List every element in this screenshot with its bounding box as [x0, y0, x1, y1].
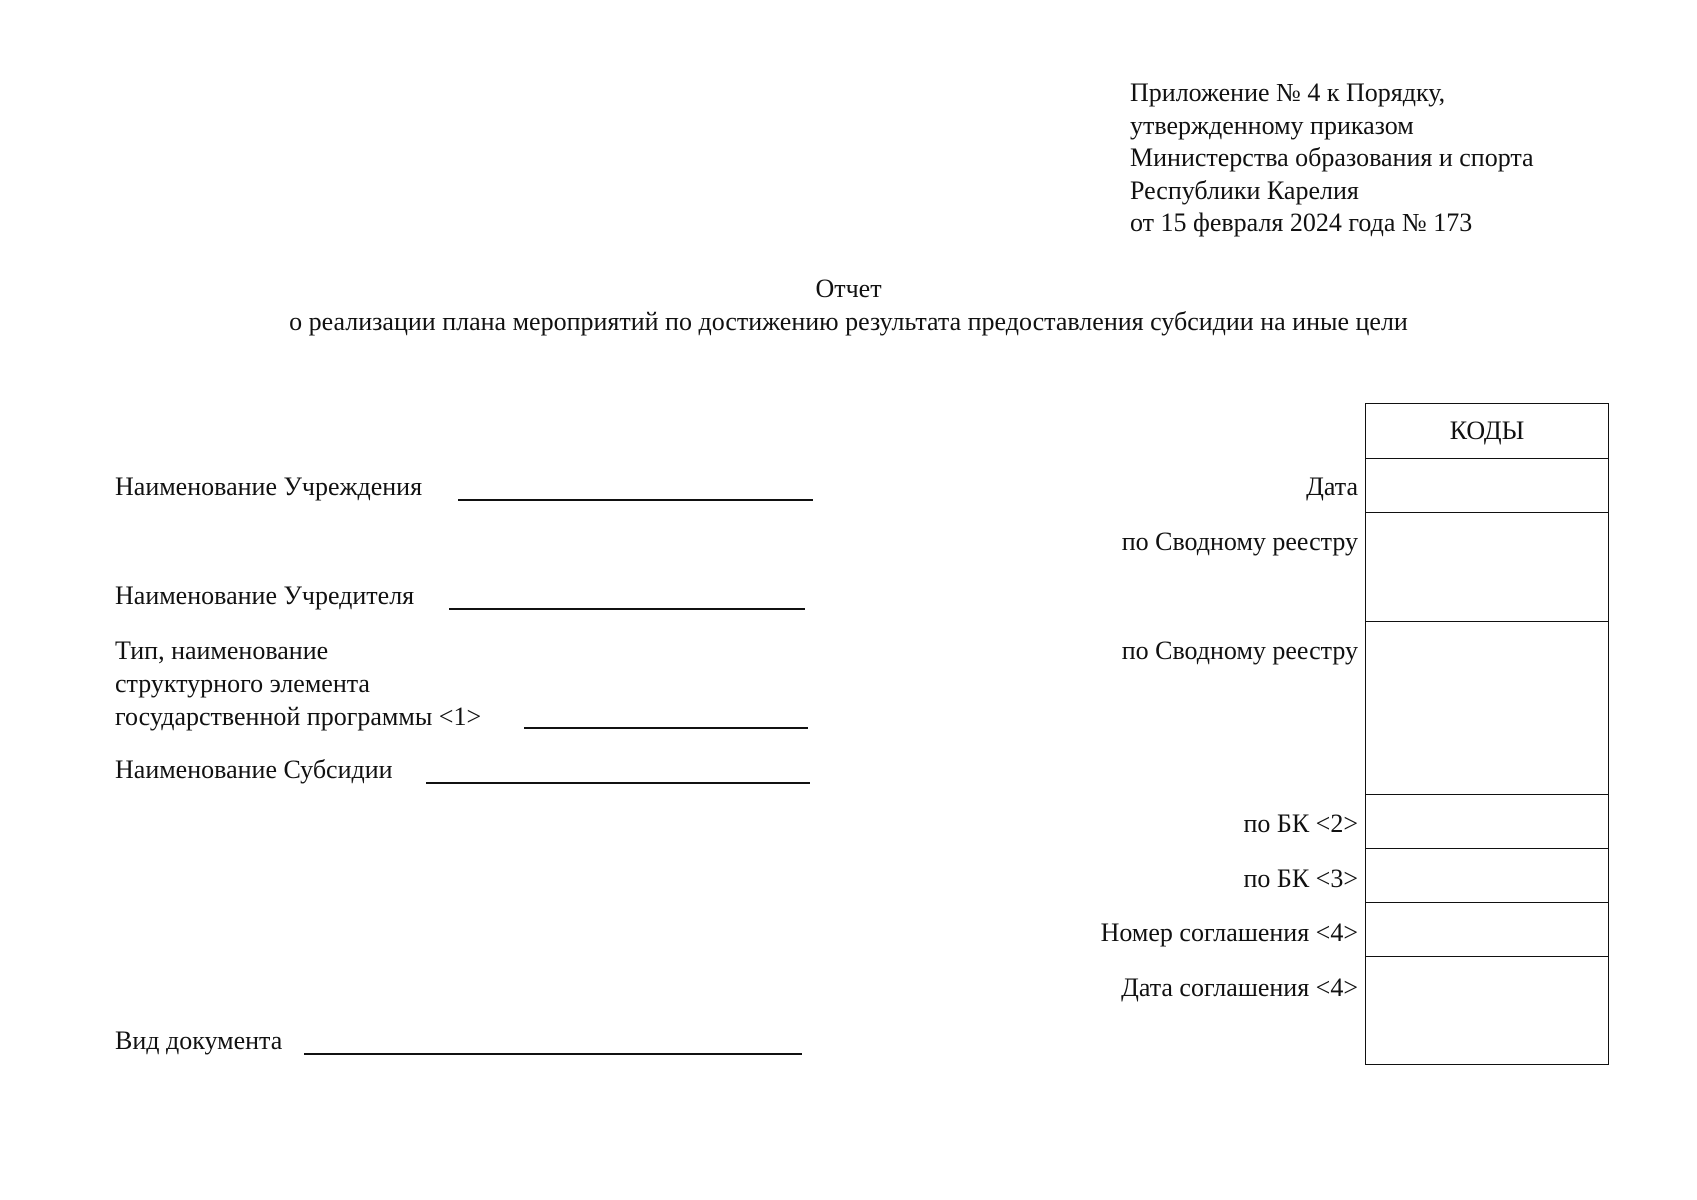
codes-agreement-number-cell[interactable]: [1365, 902, 1609, 957]
institution-label: Наименование Учреждения: [115, 472, 423, 501]
appendix-line-3: Министерства образования и спорта: [1130, 143, 1534, 172]
founder-label: Наименование Учредителя: [115, 581, 415, 610]
codes-agreement-date-cell[interactable]: [1365, 956, 1609, 1065]
codes-agreement-date-label: Дата соглашения <4>: [1121, 973, 1358, 1002]
document-type-label: Вид документа: [115, 1026, 283, 1055]
codes-registry-cell-1[interactable]: [1365, 512, 1609, 622]
appendix-line-1: Приложение № 4 к Порядку,: [1130, 78, 1446, 107]
codes-bk2-cell[interactable]: [1365, 794, 1609, 849]
codes-date-cell[interactable]: [1365, 458, 1609, 513]
codes-date-label: Дата: [1306, 472, 1358, 501]
codes-registry-label-1: по Сводному реестру: [1121, 527, 1358, 556]
appendix-reference: [1130, 77, 1630, 240]
subsidy-label: Наименование Субсидии: [115, 755, 393, 784]
report-title: [0, 272, 1697, 338]
program-label-line-3: государственной программы <1>: [115, 702, 482, 731]
program-element-label: [115, 634, 481, 733]
codes-registry-cell-2[interactable]: [1365, 621, 1609, 795]
program-element-input-line[interactable]: [524, 727, 808, 729]
codes-agreement-number-label: Номер соглашения <4>: [1100, 918, 1358, 947]
subsidy-input-line[interactable]: [426, 782, 810, 784]
codes-bk2-label: по БК <2>: [1243, 809, 1358, 838]
report-heading: Отчет: [815, 274, 882, 303]
founder-input-line[interactable]: [449, 608, 805, 610]
document-type-input-line[interactable]: [304, 1053, 802, 1055]
institution-input-line[interactable]: [458, 499, 813, 501]
program-label-line-1: Тип, наименование: [115, 636, 329, 665]
codes-bk3-label: по БК <3>: [1243, 864, 1358, 893]
codes-header: КОДЫ: [1365, 403, 1609, 459]
program-label-line-2: структурного элемента: [115, 669, 370, 698]
appendix-line-5: от 15 февраля 2024 года № 173: [1130, 208, 1473, 237]
codes-bk3-cell[interactable]: [1365, 848, 1609, 903]
codes-registry-label-2: по Сводному реестру: [1121, 636, 1358, 665]
appendix-line-4: Республики Карелия: [1130, 175, 1359, 205]
report-subheading: о реализации плана мероприятий по достижению результата предоставления субсидии на иные цели: [289, 307, 1408, 336]
appendix-line-2: утвержденному приказом: [1130, 110, 1414, 140]
